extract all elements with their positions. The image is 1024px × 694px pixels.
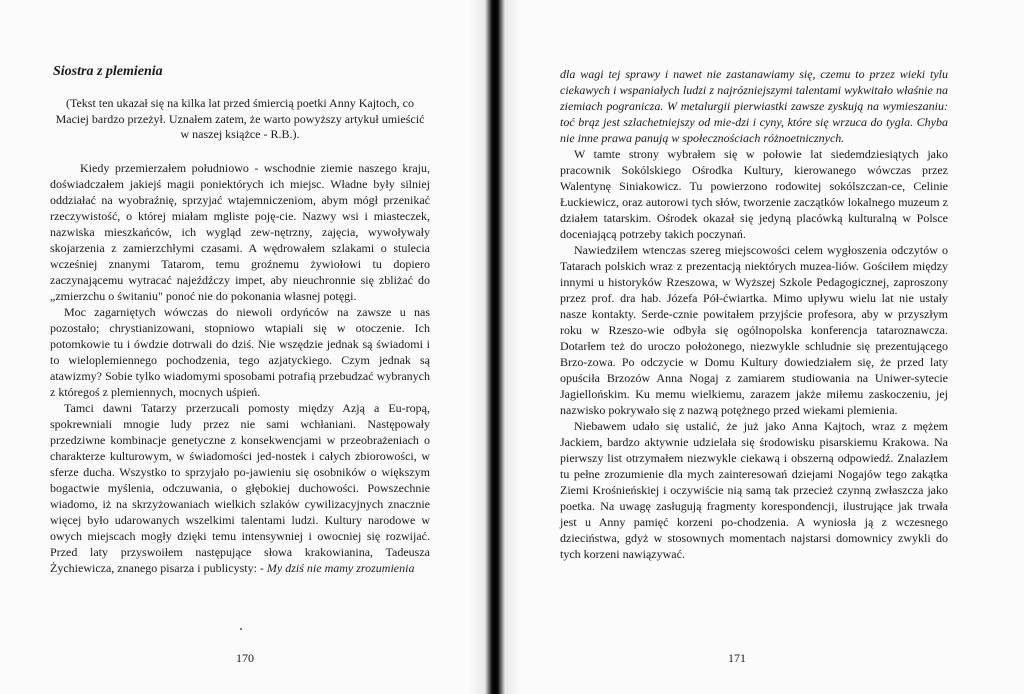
quote-continuation: dla wagi tej sprawy i nawet nie zastanawiamy się, czemu to przez wieki tylu ciekawych i wspaniałych ludzi z najrózniejszymi talentami wykwitało właśnie na ziemiach pogranicza. W metalurgii pierwiastki zawsze zyskują na wymieszaniu: toć brąz jest szlachetniejszy od mie-dzi i cyny, które się wrzuca do tygla. Chyba nie inne prawa panują w społecznościach różnoetnicznych. [560, 67, 948, 145]
page-number: 170 [236, 651, 254, 665]
right-page-body [560, 66, 948, 562]
paragraph [50, 400, 430, 576]
ink-dot [240, 628, 242, 630]
paragraph-text: Tamci dawni Tatarzy przerzucali pomosty między Azją a Eu-ropą, spokrewniali mnogie ludy przez nie sami wchłaniani. Następowały przedziwne kombinacje genetyczne z konsekwencjami w przeobrażeniach o charakterze kulturowym, w świadomości jed-nostek i całych zbiorowości, w sferze ducha. Wszystko to sprzyjało po-jawieniu się osobników o większym bogactwie myślenia, odczuwania, o głębokiej duchowości. Powszechnie wiadomo, iż na skrzyżowaniach wielkich szlaków cywilizacyjnych znacznie więcej było udarowanych wszelkimi talentami ludzi. Kultury narodowe w owych miejscach mogły dzięki temu intensywniej i owocniej się rozwijać. Przed laty przyswoiłem następujące słowa krakowianina, Tadeusza Żychiewicza, znanego pisarza i publicysty: - [50, 401, 430, 575]
paragraph: Nawiedziłem wtenczas szereg miejscowości celem wygłoszenia odczytów o Tatarach polskich wraz z prezentacją niektórych muzea-liów. Gościłem między innymi u historyków Rzeszowa, w Wyższej Szkole Pedagogicznej, zaproszony przez prof. dra hab. Józefa Pół-ćwiartka. Mimo upływu wielu lat nie ustały nasze kontakty. Serde-cznie powitałem przyjście profesora, aby w przyszłym roku w Rzeszo-wie odbyła się ogólnopolska konferencja tataroznawcza. Dotarłem też do uroczo położonego, niezwykle schludnie się prezentującego Brzo-zowa. Po odczycie w Domu Kultury dowiedziałem się, że przed laty opuściła Brzozów Anna Nogaj z zamiarem studiowania na Uniwer-sytecie Jagiellońskim. Ku memu wielkiemu, zarazem jakże miłemu zaskoczeniu, jej nazwisko pokrywało się z nazwą potężnego przed wiekami plemienia. [560, 243, 948, 417]
right-page [520, 0, 1024, 694]
left-page-body [50, 160, 430, 576]
editor-note: (Tekst ten ukazał się na kilka lat przed śmiercią poetki Anny Kajtoch, co Maciej bardzo przeżył. Uznałem zatem, że warto powyższy artykuł umieścić w naszej książce - R.B.). [55, 96, 425, 141]
paragraph: Niebawem udało się ustalić, że już jako Anna Kajtoch, wraz z mężem Jackiem, bardzo aktywnie udzielała się środowisku pisarskiemu Krakowa. Na pierwszy list otrzymałem niezwykle ciekawą i obszerną odpowiedź. Znalazłem tu pełne zrozumienie dla mych zainteresowań dziejami Nogajów tego zakątka Ziemi Krośnieńskiej i oczywiście nią samą tak przecież czynną zwłaszcza jako poetka. Na uwagę zasługują fragmenty korespondencji, ilustrujące jak trwała jest u Anny pamięć korzeni po-chodzenia. A wyniosła ją z wczesnego dzieciństwa, gdyż w stosownych momentach najstarsi domownicy zwykli do tych korzeni nawiązywać. [560, 419, 948, 561]
chapter-title: Siostra z plemienia [53, 64, 163, 79]
paragraph: Kiedy przemierzałem południowo - wschodnie ziemie naszego kraju, doświadczałem jakiejś magii poniektórych ich miejsc. Władne były silniej oddziałać na wyobraźnię, sprzyjać wtajemniczeniom, abym mógł przenikać rzeczywistość, o której miałam mgliste poję-cie. Nazwy wsi i miasteczek, nazwiska mieszkańców, ich wygląd zew-nętrzny, zajęcia, wywoływały skojarzenia z zamierzchłymi czasami. A wędrowałem szlakami o stulecia wcześniej znanymi Tatarom, temu groźnemu żywiołowi tu dopiero zaczynającemu wytracać najeźdźczy impet, aby nieuchronnie się zbliżać do „zmierzchu o świtaniu" ponoć nie do pokonania własnej potęgi. [50, 161, 430, 303]
left-page [0, 0, 470, 694]
paragraph: Moc zagarniętych wówczas do niewoli ordyńców na zawsze u nas pozostało; chrystianizowani, stopniowo wtapiali się w otoczenie. Ich potomkowie tu i ówdzie dotrwali do dziś. Nie wszędzie jednak są świadomi i to wieloplemiennego pochodzenia, tego azjatyckiego. Czym jednak są atawizmy? Sobie tylko wiadomymi sposobami potrafią przebudzać wybranych z któregoś z plemiennych, mocnych uśpień. [50, 305, 430, 399]
paragraph: W tamte strony wybrałem się w połowie lat siedemdziesiątych jako pracownik Sokólskiego Ośrodka Kultury, kierowanego wówczas przez Walentynę Siniakowicz. Tu powierzono rodowitej sokólszczan-ce, Celinie Łuckiewicz, oraz autorowi tych słów, tworzenie zaczątków lokalnego muzeum z działem tatarskim. Ośrodek okazał się jedyną placówką kulturalną w Polsce doceniającą potrzeby takich poczynań. [560, 147, 948, 241]
page-number: 171 [728, 651, 746, 665]
book-gutter [470, 0, 520, 694]
quote-start: My dziś nie mamy zrozumienia [266, 561, 415, 575]
